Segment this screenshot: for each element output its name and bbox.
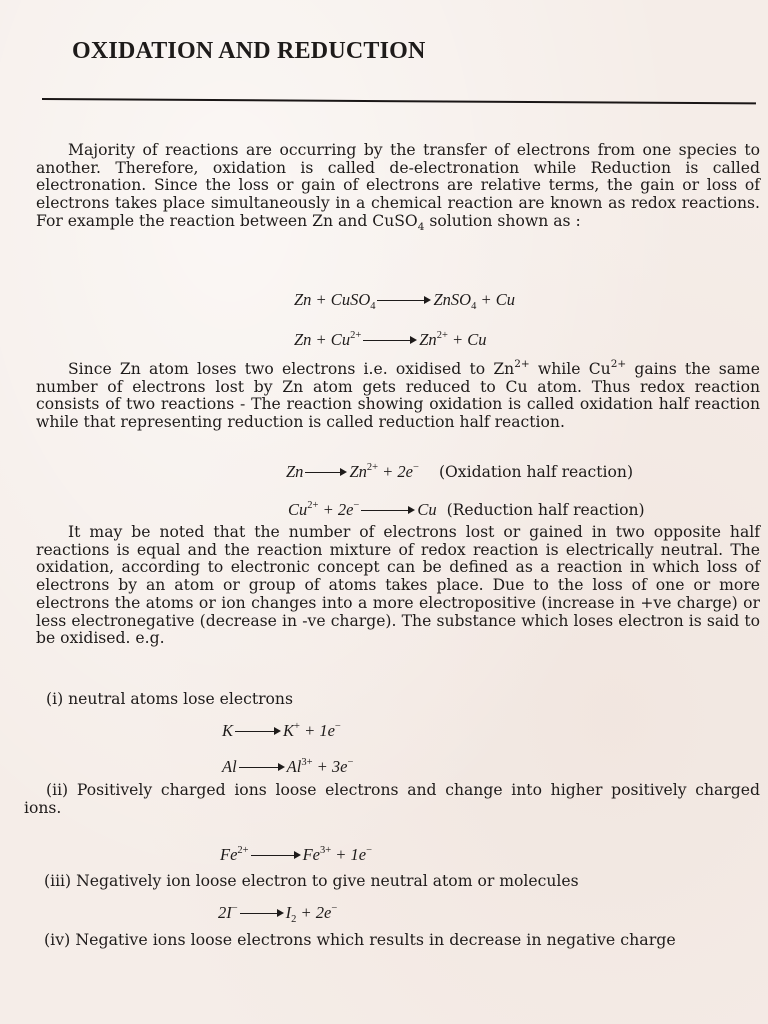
- example-item-3: (iii) Negatively ion loose electron to give neutral atom or molecules: [44, 872, 579, 890]
- eq3-sup: 2+: [366, 462, 379, 473]
- example-item-4: (iv) Negative ions loose electrons which results in decrease in negative charge: [44, 930, 676, 949]
- eq5-sup: +: [294, 721, 300, 732]
- eq2-product: Zn: [419, 330, 437, 349]
- eq7-sup-b: 3+: [319, 845, 332, 856]
- eq3-product: Zn: [349, 462, 367, 481]
- para2-text-2: while Cu: [529, 360, 611, 378]
- eq8-sup-e: −: [331, 903, 338, 914]
- eq6-sup: 3+: [301, 757, 313, 768]
- eq3-sup-e: −: [413, 462, 419, 473]
- equation-iodide: [218, 903, 337, 925]
- eq4-electrons: + 2e: [318, 500, 354, 519]
- intro-paragraph: [36, 142, 760, 237]
- equation-potassium: [222, 721, 341, 741]
- para3-text: It may be noted that the number of electrons lost or gained in two opposite half reactions is equal and the reaction mixture of redox reaction is electrically neutral. The oxidation, according to electronic concept can be defined as a reaction in which loss of electrons by an atom or group of atoms takes place. Due to the loss of one or more electrons the atoms or ion changes into a more electropositive (increase in +ve charge) or less electronegative (decrease in -ve charge). The substance which loses electron is said to be oxidised. e.g.: [36, 523, 760, 648]
- example-item-2: [24, 782, 760, 817]
- arrow-icon: [235, 726, 281, 736]
- intro-text: Majority of reactions are occurring by the transfer of electrons from one species to another. Therefore, oxidation is called de-electronation while Reduction is called electronation. Since the loss or gain of electrons are relative terms, the gain or loss of electrons takes place simultaneously in a chemical reaction are known as redox reactions. For example the reaction between Zn and CuSO: [36, 141, 760, 230]
- arrow-icon: [251, 850, 301, 860]
- equation-aluminium: [222, 757, 353, 777]
- eq8-sup-a: −: [231, 903, 238, 914]
- reduction-half-label: (Reduction half reaction): [446, 501, 645, 519]
- eq3-electrons: + 2e: [378, 462, 414, 481]
- para2-sup-2: 2+: [610, 358, 627, 370]
- eq6-product: Al: [286, 757, 302, 776]
- eq1-sub-b: 4: [471, 301, 477, 312]
- eq1-product: ZnSO: [433, 290, 472, 309]
- eq1-tail: + Cu: [476, 290, 515, 309]
- oxidation-half-label: (Oxidation half reaction): [438, 463, 634, 481]
- page-title: OXIDATION AND REDUCTION: [72, 38, 426, 64]
- eq4-sup: 2+: [307, 500, 319, 511]
- eq8-sub-b: 2: [291, 914, 297, 925]
- example-item-1: (i) neutral atoms lose electrons: [46, 690, 293, 708]
- eq5-sup-e: −: [334, 721, 341, 732]
- equation-zn-cu-ionic: [294, 330, 487, 350]
- eq1-reactants: Zn + CuSO: [294, 290, 371, 309]
- arrow-icon: [305, 467, 347, 477]
- para2-text-1: Since Zn atom loses two electrons i.e. oxidised to Zn: [68, 360, 515, 378]
- arrow-icon: [363, 335, 417, 345]
- para2-text-3: gains the same number of electrons lost by Zn atom gets reduced to Cu atom. Thus redox reaction consists of two reactions - The reaction showing oxidation is called oxidation half reaction while that representing reduction is called reduction half reaction.: [36, 360, 761, 432]
- eq2-sup-b: 2+: [436, 330, 448, 341]
- arrow-icon: [240, 908, 284, 918]
- eq7-electrons: + 1e: [331, 845, 367, 864]
- para2-sup-1: 2+: [514, 358, 530, 370]
- arrow-icon: [361, 505, 415, 515]
- title-rule: [42, 98, 756, 104]
- eq4-product: Cu: [417, 500, 437, 519]
- eq5-electrons: + 1e: [299, 721, 335, 740]
- eq7-product: Fe: [302, 845, 320, 864]
- eq8-electrons: + 2e: [296, 903, 332, 922]
- eq6-sup-e: −: [347, 757, 354, 768]
- paragraph-redox: [36, 356, 760, 432]
- eq7-sup-a: 2+: [237, 845, 249, 856]
- eq1-sub-a: 4: [370, 301, 376, 312]
- equation-zn-cuso4: [294, 290, 515, 312]
- arrow-icon: [377, 295, 431, 305]
- equation-reduction-half: [288, 500, 645, 520]
- eq4-sup-e: −: [353, 500, 360, 511]
- item2-text: (ii) Positively charged ions loose electrons and change into higher positively charged ions.: [24, 781, 760, 817]
- eq5-reactant: K: [222, 721, 234, 740]
- eq2-reactants: Zn + Cu: [294, 330, 351, 349]
- eq7-reactant: Fe: [220, 845, 238, 864]
- eq7-sup-e: −: [366, 845, 373, 856]
- eq2-sup-a: 2+: [350, 330, 362, 341]
- arrow-icon: [239, 762, 285, 772]
- paragraph-oxidation-definition: [36, 524, 760, 648]
- eq3-reactant: Zn: [286, 462, 304, 481]
- eq2-tail: + Cu: [447, 330, 487, 349]
- eq5-product: K: [283, 721, 295, 740]
- eq8-reactant: 2I: [218, 903, 232, 922]
- eq8-product: I: [285, 903, 292, 922]
- eq6-reactant: Al: [222, 757, 237, 776]
- equation-iron: [220, 845, 372, 865]
- eq6-electrons: + 3e: [312, 757, 348, 776]
- intro-subscript: 4: [417, 220, 425, 233]
- intro-tail: solution shown as :: [424, 211, 581, 230]
- eq4-reactant: Cu: [288, 500, 308, 519]
- equation-oxidation-half: [286, 462, 633, 482]
